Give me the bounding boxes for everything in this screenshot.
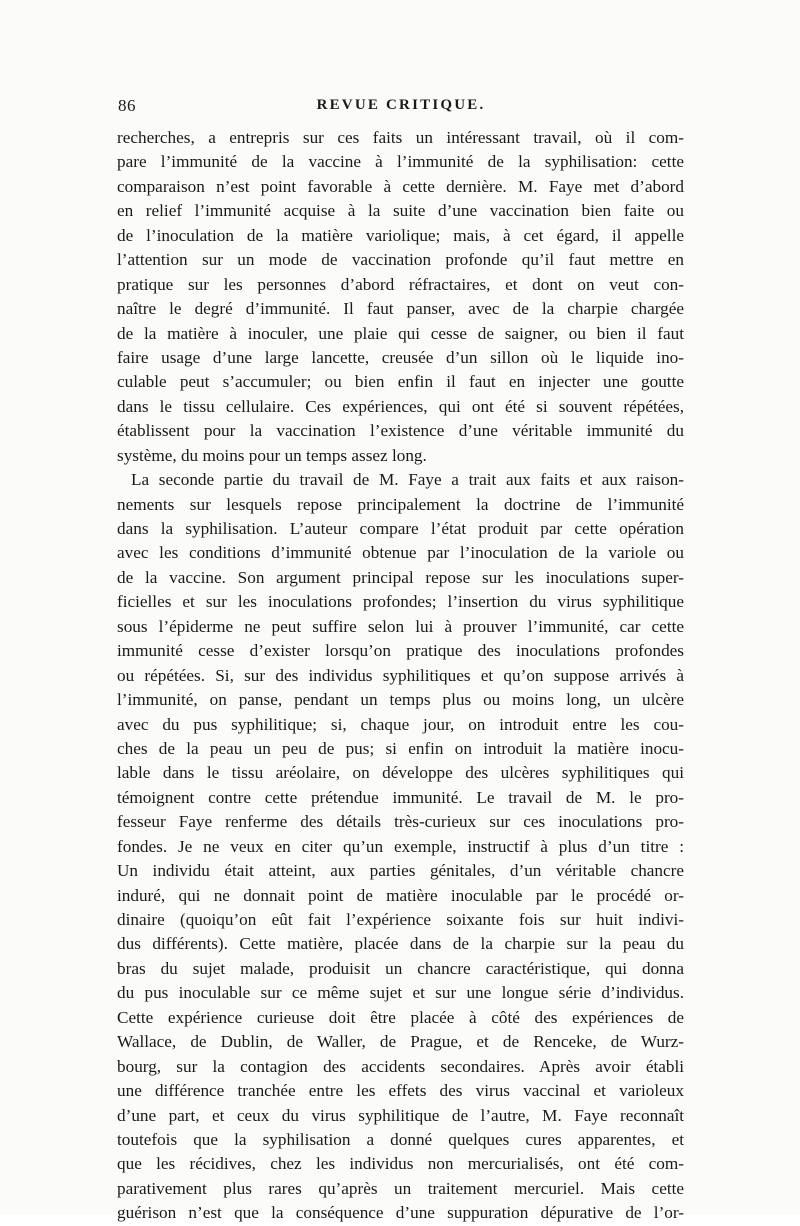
text-line: lable dans le tissu aréolaire, on développe des ulcères syphilitiques qui (117, 763, 684, 783)
text-line: fondes. Je ne veux en citer qu’un exemple, instructif à plus d’un titre : (117, 836, 684, 856)
running-head (118, 96, 684, 120)
text-line: ou répétées. Si, sur des individus syphilitiques et qu’on suppose arrivés à (117, 665, 684, 685)
text-line: bourg, sur la contagion des accidents secondaires. Après avoir établi (117, 1056, 684, 1076)
text-line: guérison n’est que la conséquence d’une suppuration dépurative de l’or- (117, 1203, 684, 1223)
text-line: de la vaccine. Son argument principal repose sur les inoculations super- (117, 567, 684, 587)
text-line: de l’inoculation de la matière variolique; mais, à cet égard, il appelle (117, 225, 684, 245)
text-line: du pus inoculable sur ce même sujet et sur une longue série d’individus. (117, 983, 684, 1003)
text-line: induré, qui ne donnait point de matière inoculable par le procédé or- (117, 885, 684, 905)
text-line: pratique sur les personnes d’abord réfractaires, et dont on veut con- (117, 274, 684, 294)
text-line: fesseur Faye renferme des détails très-curieux sur ces inoculations pro- (117, 812, 684, 832)
text-line: dans la syphilisation. L’auteur compare l’état produit par cette opération (117, 519, 684, 538)
text-line: témoignent contre cette prétendue immunité. Le travail de M. le pro- (117, 787, 684, 807)
body-text (117, 126, 684, 1226)
text-line: en relief l’immunité acquise à la suite d’une vaccination bien faite ou (117, 201, 684, 221)
text-line: une différence tranchée entre les effets des virus vaccinal et varioleux (117, 1081, 684, 1101)
text-line: culable peut s’accumuler; ou bien enfin il faut en injecter une goutte (117, 372, 684, 392)
text-line: avec du pus syphilitique; si, chaque jour, on introduit entre les cou- (117, 714, 684, 734)
text-line: nements sur lesquels repose principalement la doctrine de l’immunité (117, 494, 684, 514)
text-line: Un individu était atteint, aux parties génitales, d’un véritable chancre (117, 861, 684, 881)
text-line: recherches, a entrepris sur ces faits un intéressant travail, où il com- (117, 128, 684, 147)
text-line: dinaire (quoiqu’on eût fait l’expérience soixante fois sur huit indivi- (117, 910, 684, 929)
paragraph-start-line: La seconde partie du travail de M. Faye a trait aux faits et aux raison- (131, 470, 684, 490)
page-number: 86 (118, 96, 136, 115)
text-line: immunité cesse d’exister lorsqu’on pratique des inoculations profondes (117, 641, 684, 661)
journal-title: REVUE CRITIQUE. (316, 97, 486, 113)
text-line: de la matière à inoculer, une plaie qui cesse de saigner, ou bien il faut (117, 323, 684, 343)
text-line: dans le tissu cellulaire. Ces expériences, qui ont été si souvent répétées, (117, 396, 684, 416)
text-line: faire usage d’une large lancette, creusée d’un sillon où le liquide ino- (117, 347, 684, 367)
text-line: sous l’épiderme ne peut suffire selon lui à prouver l’immunité, car cette (117, 616, 684, 636)
text-line: ficielles et sur les inoculations profondes; l’insertion du virus syphilitique (117, 592, 684, 612)
text-line: naître le degré d’immunité. Il faut panser, avec de la charpie chargée (117, 299, 684, 319)
text-line: parativement plus rares qu’après un traitement mercuriel. Mais cette (117, 1178, 684, 1198)
text-line: dus différents). Cette matière, placée dans de la charpie sur la peau du (117, 934, 684, 954)
text-line: pare l’immunité de la vaccine à l’immunité de la syphilisation: cette (117, 152, 684, 172)
text-line: l’immunité, on panse, pendant un temps plus ou moins long, un ulcère (117, 690, 684, 710)
text-line: établissent pour la vaccination l’existence d’une véritable immunité du (117, 421, 684, 441)
text-line: comparaison n’est point favorable à cette dernière. M. Faye met d’abord (117, 176, 684, 196)
text-line: l’attention sur un mode de vaccination profonde qu’il faut mettre en (117, 250, 684, 270)
text-line: que les récidives, chez les individus non mercurialisés, ont été com- (117, 1154, 684, 1174)
text-line: ches de la peau un peu de pus; si enfin on introduit la matière inocu- (117, 738, 684, 758)
text-line: bras du sujet malade, produisit un chancre caractéristique, qui donna (117, 958, 684, 978)
text-line: toutefois que la syphilisation a donné quelques cures apparentes, et (117, 1129, 684, 1149)
text-line: d’une part, et ceux du virus syphilitique de l’autre, M. Faye reconnaît (117, 1105, 684, 1125)
text-line: avec les conditions d’immunité obtenue par l’inoculation de la variole ou (117, 543, 684, 563)
text-line: Wallace, de Dublin, de Waller, de Prague, et de Renceke, de Wurz- (117, 1032, 684, 1052)
text-line: Cette expérience curieuse doit être placée à côté des expériences de (117, 1007, 684, 1027)
paragraph-end-line: système, du moins pour un temps assez long. (117, 445, 427, 465)
